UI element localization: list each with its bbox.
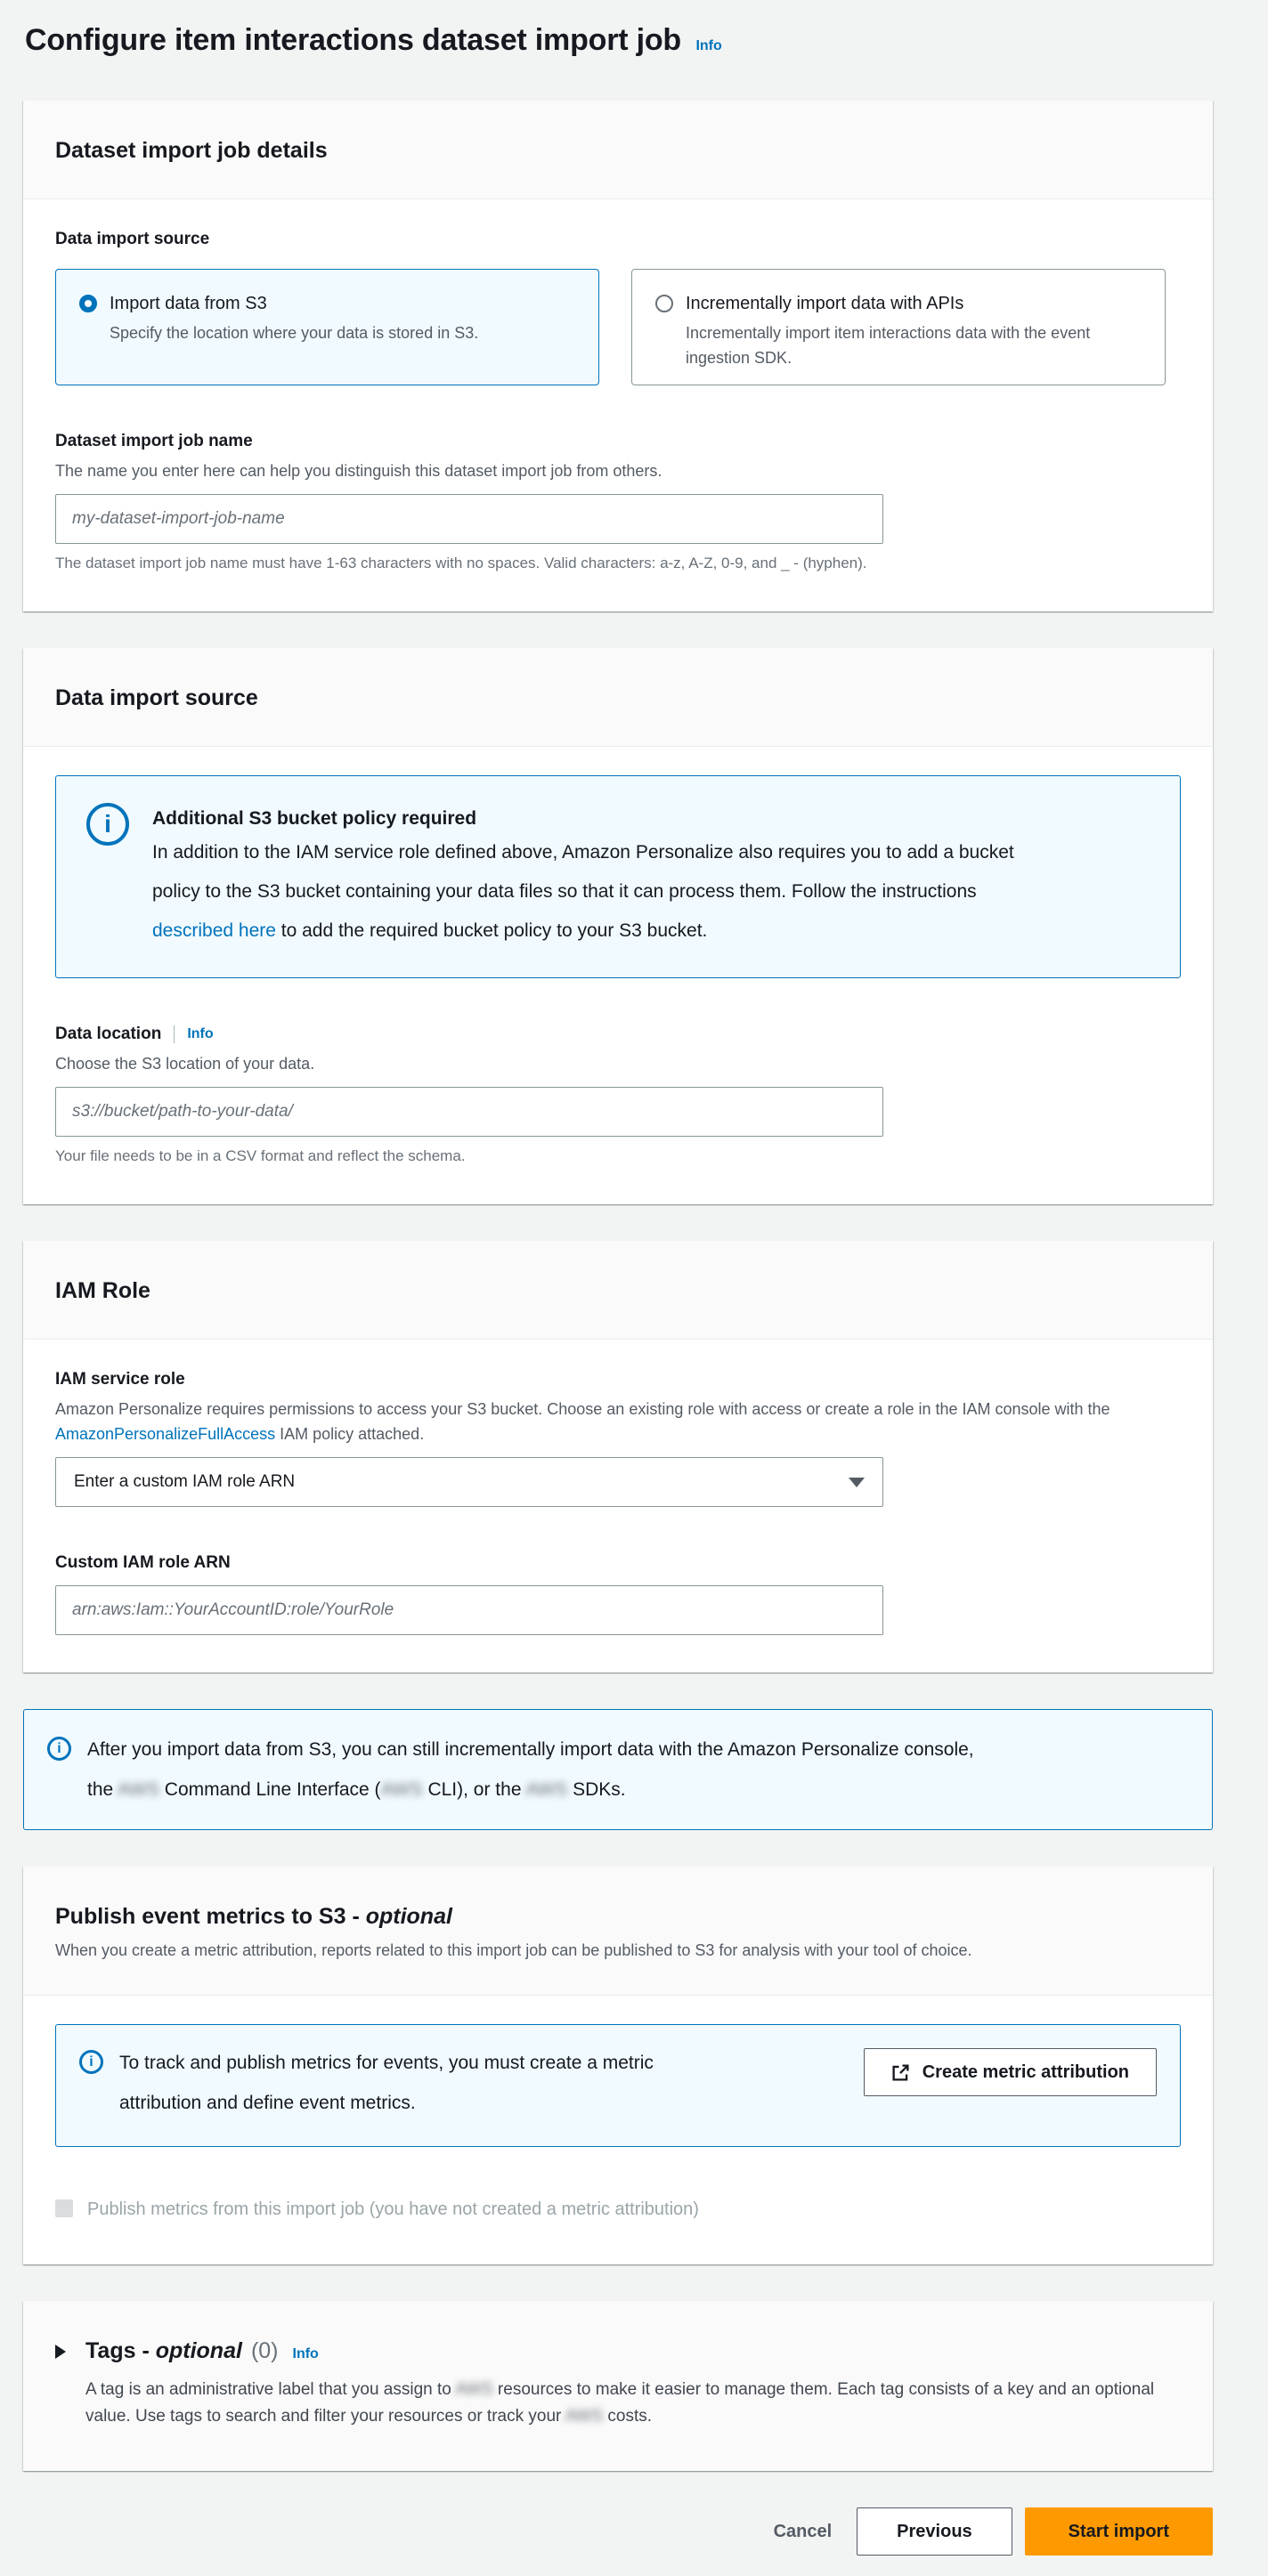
previous-button[interactable]: Previous	[857, 2507, 1012, 2556]
info-circle-icon: i	[47, 1737, 71, 1761]
tags-count: (0)	[250, 2338, 279, 2363]
alert-body: In addition to the IAM service role defined above, Amazon Personalize also requires you to add a bucket policy to the S3 bucket containing your data files so that it can process them. Follow the instructions described here to add the required bucket policy to your S3 bucket.	[152, 842, 1014, 941]
page-title-row	[25, 23, 1268, 58]
data-location-hint: Your file needs to be in a CSV format and reflect the schema.	[55, 1147, 466, 1164]
tags-desc: A tag is an administrative label that you assign to AWS resources to make it easier to manage them. Each tag consists of a key and an optional value. Use tags to search and filter your resources or track your AWS costs.	[85, 2380, 1155, 2426]
chevron-down-icon	[849, 1478, 865, 1487]
section-header	[23, 648, 1213, 747]
option-incremental-apis[interactable]	[631, 269, 1166, 385]
inline-link[interactable]: described here	[152, 920, 276, 941]
job-name-desc: The name you enter here can help you distinguish this dataset import job from others.	[55, 462, 662, 480]
radio-selected-icon[interactable]	[79, 295, 97, 312]
job-name-hint: The dataset import job name must have 1-63 characters with no spaces. Valid characters: a-z, A-Z, 0-9, and _ - (hyphen).	[55, 555, 867, 571]
redacted-text: AWS	[565, 2407, 604, 2426]
tags-expand-header[interactable]	[55, 2338, 1181, 2364]
data-location-input[interactable]	[55, 1087, 883, 1137]
job-name-label: Dataset import job name	[55, 432, 253, 450]
custom-arn-label: Custom IAM role ARN	[55, 1553, 231, 1572]
data-location-info-link[interactable]: Info	[187, 1026, 214, 1041]
data-import-source-label: Data import source	[55, 230, 210, 248]
section-header	[23, 101, 1213, 199]
checkbox-label: Publish metrics from this import job (you have not created a metric attribution)	[87, 2199, 699, 2219]
redacted-text: AWS	[455, 2380, 493, 2399]
section-iam-role	[23, 1241, 1213, 1673]
create-metric-attribution-button[interactable]	[864, 2048, 1157, 2096]
data-location-desc: Choose the S3 location of your data.	[55, 1055, 315, 1073]
iam-role-select-value: Enter a custom IAM role ARN	[74, 1472, 296, 1491]
section-heading: Publish event metrics to S3 - optional	[55, 1904, 452, 1929]
publish-metrics-checkbox-row	[55, 2191, 1181, 2227]
option-title: Import data from S3	[110, 294, 267, 313]
redacted-text: AWS	[525, 1779, 568, 1800]
section-desc: When you create a metric attribution, reports related to this import job can be published to S3 for analysis with your tool of choice.	[55, 1941, 972, 1959]
section-body	[23, 747, 1213, 1204]
section-dataset-import-job-details	[23, 101, 1213, 612]
redacted-text: AWS	[117, 1779, 159, 1800]
radio-unselected-icon[interactable]	[655, 295, 673, 312]
inline-link[interactable]: AmazonPersonalizeFullAccess	[55, 1425, 276, 1443]
iam-role-select[interactable]	[55, 1457, 883, 1507]
option-desc: Specify the location where your data is stored in S3.	[110, 324, 479, 342]
tags-title: Tags - optional	[85, 2338, 242, 2363]
section-body	[23, 1996, 1213, 2264]
incremental-import-info-alert	[23, 1709, 1213, 1830]
job-name-input[interactable]	[55, 494, 883, 544]
section-header	[23, 1867, 1213, 1996]
alert-body: After you import data from S3, you can still incrementally import data with the Amazon Personalize console, the AWS Command Line Interface (AWS CLI), or the AWS SDKs.	[87, 1739, 974, 1800]
info-circle-icon: i	[86, 803, 129, 846]
section-heading: Dataset import job details	[55, 138, 328, 163]
data-import-source-options	[55, 269, 1181, 385]
s3-bucket-policy-alert	[55, 775, 1181, 978]
alert-title: Additional S3 bucket policy required	[152, 808, 477, 829]
label-divider	[174, 1025, 175, 1043]
expand-triangle-icon[interactable]	[55, 2345, 66, 2359]
iam-service-role-desc: Amazon Personalize requires permissions to access your S3 bucket. Choose an existing role with access or create a role in the IAM console with the AmazonPersonalizeFullAccess IAM policy attached.	[55, 1400, 1110, 1443]
section-tags	[23, 2301, 1213, 2471]
section-heading: IAM Role	[55, 1278, 150, 1303]
section-body	[23, 1340, 1213, 1673]
iam-service-role-label: IAM service role	[55, 1370, 185, 1389]
section-publish-event-metrics	[23, 1867, 1213, 2264]
section-body	[23, 199, 1213, 612]
section-heading: Data import source	[55, 685, 258, 710]
metric-attribution-alert	[55, 2024, 1181, 2147]
section-data-import-source	[23, 648, 1213, 1204]
option-import-from-s3[interactable]	[55, 269, 599, 385]
external-link-icon	[891, 2063, 910, 2082]
checkbox-disabled-icon[interactable]	[55, 2199, 73, 2217]
redacted-text: AWS	[380, 1779, 423, 1800]
footer-actions	[23, 2507, 1213, 2556]
info-circle-icon: i	[79, 2050, 103, 2074]
custom-arn-input[interactable]	[55, 1585, 883, 1635]
tags-info-link[interactable]: Info	[292, 2346, 319, 2361]
start-import-button[interactable]: Start import	[1025, 2507, 1213, 2556]
section-header	[23, 1241, 1213, 1340]
data-location-label: Data location	[55, 1025, 162, 1043]
alert-body: To track and publish metrics for events, you must create a metric attribution and define event metrics.	[119, 2053, 654, 2113]
option-desc: Incrementally import item interactions data with the event ingestion SDK.	[686, 324, 1091, 367]
button-label: Create metric attribution	[922, 2062, 1129, 2082]
cancel-button[interactable]: Cancel	[773, 2521, 833, 2541]
page-title-info-link[interactable]: Info	[695, 38, 722, 53]
page-title: Configure item interactions dataset import job	[25, 23, 681, 57]
main-container	[23, 101, 1213, 2556]
option-title: Incrementally import data with APIs	[686, 294, 964, 313]
